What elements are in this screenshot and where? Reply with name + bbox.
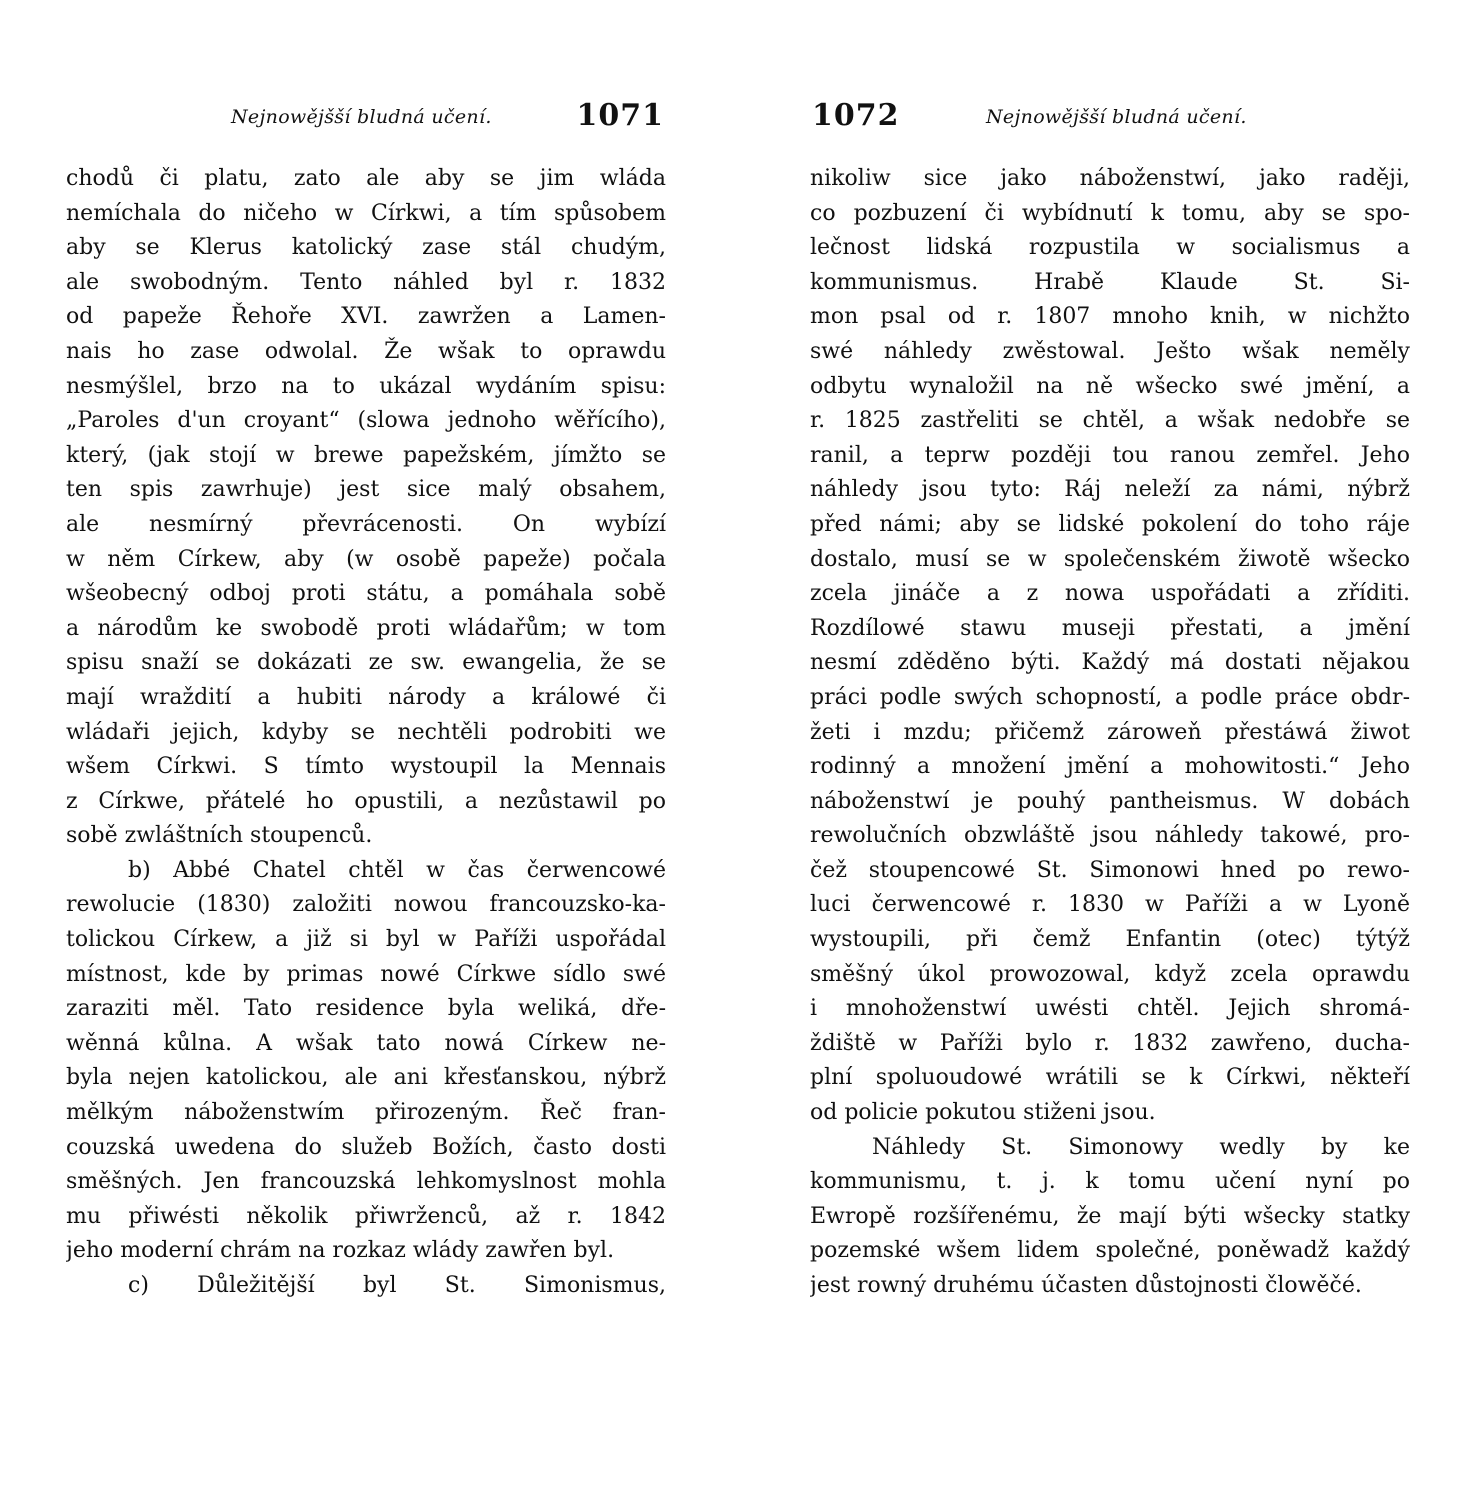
text-line: chodů či platu, zato ale aby se jim wláda [66,166,666,191]
right-running-head [810,98,1410,138]
text-line: směšný úkol prowozowal, když zcela oprawdu [810,961,1410,987]
text-line: práci podle swých schopností, a podle práce obdr- [810,684,1410,710]
text-line: wystoupili, při čemž Enfantin (otec) týtýž [810,927,1410,953]
text-line: odbytu wynaložil na ně wšecko swé jmění, a [810,373,1410,399]
text-line: ale swobodným. Tento náhled byl r. 1832 [66,269,666,295]
text-line: z Církwe, přátelé ho opustili, a nezůstawil po [66,788,666,814]
right-body-text [810,162,1410,1304]
text-line: před námi; aby se lidské pokolení do toho ráje [810,511,1410,537]
text-line: zaraziti měl. Tato residence byla weliká, dře- [66,996,666,1022]
right-page-number: 1072 [812,98,900,133]
text-line: couzská uwedena do služeb Božích, často dosti [66,1134,666,1160]
text-line: Ewropě rozšířenému, že mají býti wšecky statky [810,1203,1410,1229]
text-line: od papeže Řehoře XVI. zawržen a Lamen- [66,304,666,330]
text-line: „Paroles d'un croyant“ (slowa jednoho wěřícího), [66,408,666,434]
text-line: lečnost lidská rozpustila w socialismus a [810,235,1410,261]
text-line: Rozdílowé stawu museji přestati, a jmění [810,615,1410,641]
text-line: místnost, kde by primas nowé Církwe sídlo swé [66,961,666,987]
text-line: plní spoluoudowé wrátili se k Církwi, někteří [810,1065,1410,1091]
text-line: r. 1825 zastřeliti se chtěl, a wšak nedobře se [810,408,1410,434]
text-line: ten spis zawrhuje) jest sice malý obsahem, [66,477,666,503]
left-running-head [66,98,666,138]
text-line: kommunismu, t. j. k tomu učení nyní po [810,1169,1410,1195]
text-line: jest rowný druhému účasten důstojnosti člowěčé. [810,1273,1362,1298]
text-line: rewolucie (1830) založiti nowou francouzsko-ka- [66,892,666,918]
left-page-number: 1071 [576,98,664,133]
text-line: tolickou Církew, a již si byl w Paříži uspořádal [66,927,666,953]
text-line: rodinný a množení jmění a mohowitosti.“ Jeho [810,754,1410,780]
text-line: w něm Církew, aby (w osobě papeže) počala [66,546,666,572]
text-line: mon psal od r. 1807 mnoho knih, w nichžto [810,304,1410,330]
text-line: sobě zwláštních stoupenců. [66,823,373,849]
text-line: co pozbuzení či wybídnutí k tomu, aby se spo- [810,200,1410,226]
text-line: rewolučních obzwláště jsou náhledy takowé, pro- [810,823,1410,849]
text-line: náhledy jsou tyto: Ráj neleží za námi, nýbrž [810,477,1410,503]
text-line: wěnná kůlna. A wšak tato nowá Církew ne- [66,1030,666,1056]
text-line: b) Abbé Chatel chtěl w čas čerwencowé [128,857,666,883]
text-line: nikoliw sice jako náboženstwí, jako raději, [810,166,1410,191]
text-line: ranil, a teprw později tou ranou zemřel. Jeho [810,442,1410,468]
text-line: spisu snaží se dokázati ze sw. ewangelia, že se [66,650,666,676]
text-line: wládaři jejich, kdyby se nechtěli podrobiti we [66,719,666,745]
text-line: kommunismus. Hrabě Klaude St. Si- [810,269,1410,295]
text-line: aby se Klerus katolický zase stál chudým, [66,235,666,261]
text-line: směšných. Jen francouzská lehkomyslnost mohla [66,1169,666,1195]
left-running-title: Nejnowějšší bludná učení. [231,106,492,128]
text-line: Náhledy St. Simonowy wedly by ke [872,1134,1410,1160]
text-line: pozemské wšem lidem společné, poněwadž každý [810,1238,1410,1264]
text-line: ždiště w Paříži bylo r. 1832 zawřeno, ducha- [810,1030,1410,1056]
text-line: mají wraždití a hubiti národy a králowé či [66,684,666,710]
text-line: náboženstwí je pouhý pantheismus. W dobách [810,788,1410,814]
text-line: zcela jináče a z nowa uspořádati a zříditi. [810,581,1410,607]
text-line: luci čerwencowé r. 1830 w Paříži a w Lyoně [810,892,1410,918]
text-line: mělkým náboženstwím přirozeným. Řeč fran- [66,1100,666,1126]
text-line: nesmýšlel, brzo na to ukázal wydáním spisu: [66,373,666,399]
text-line: nesmí zděděno býti. Každý má dostati nějakou [810,650,1410,676]
text-line: žeti i mzdu; přičemž zároweň přestáwá žiwot [810,719,1410,745]
left-page [66,0,666,1500]
text-line: dostalo, musí se w společenském žiwotě wšecko [810,546,1410,572]
text-line: wšem Církwi. S tímto wystoupil la Mennais [66,754,666,780]
text-line: nais ho zase odwolal. Že wšak to oprawdu [66,338,666,364]
text-line: který, (jak stojí w brewe papežském, jímžto se [66,442,666,468]
text-line: jeho moderní chrám na rozkaz wlády zawřen byl. [66,1238,615,1264]
text-line: wšeobecný odboj proti státu, a pomáhala sobě [66,581,666,607]
right-running-title: Nejnowějšší bludná učení. [986,106,1247,128]
text-line: i mnohoženstwí uwésti chtěl. Jejich shromá- [810,996,1410,1022]
text-line: mu přiwésti několik přiwrženců, až r. 1842 [66,1203,666,1229]
text-line: nemíchala do ničeho w Církwi, a tím spůsobem [66,200,666,226]
text-line: čež stoupencowé St. Simonowi hned po rewo- [810,857,1410,883]
text-line: ale nesmírný převrácenosti. On wybízí [66,511,666,537]
text-line: c) Důležitější byl St. Simonismus, [128,1273,666,1298]
text-line: od policie pokutou stiženi jsou. [810,1100,1156,1126]
left-body-text [66,162,666,1304]
right-page [810,0,1410,1500]
text-line: swé náhledy zwěstowal. Ješto wšak neměly [810,338,1410,364]
text-line: byla nejen katolickou, ale ani křesťanskou, nýbrž [66,1065,666,1091]
text-line: a národům ke swobodě proti wládařům; w tom [66,615,666,641]
